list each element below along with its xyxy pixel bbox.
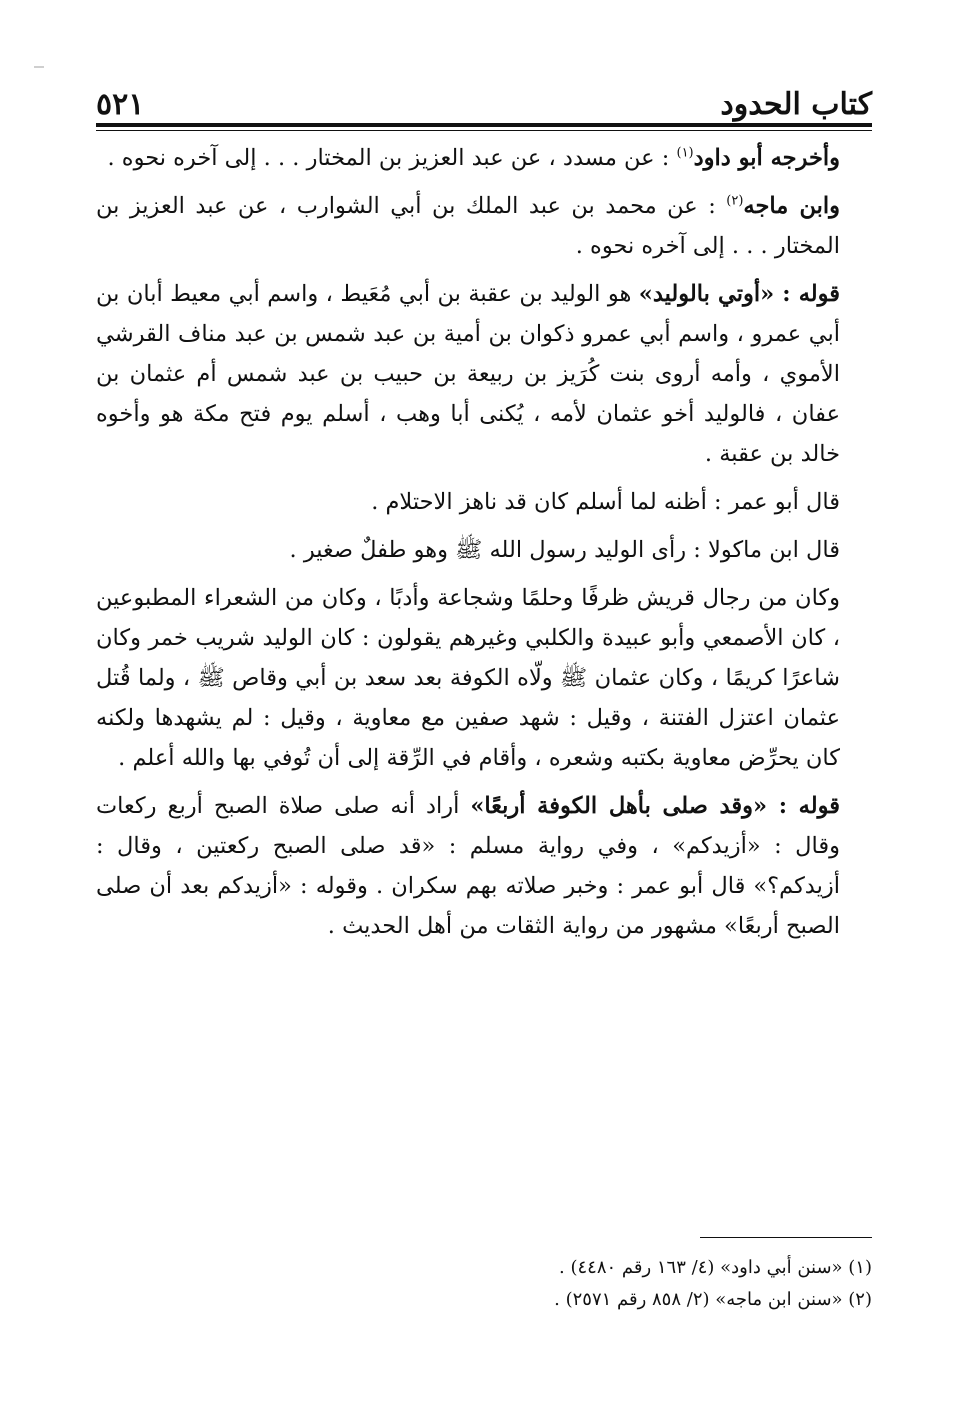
footnote-2: (٢) «سنن ابن ماجه» (٢/ ٨٥٨ رقم ٢٥٧١) . [554,1289,872,1310]
paragraph-ibn-majah [96,186,872,266]
footnote-ref: (٢) [726,193,744,209]
footnote-ref: (١) [676,145,694,161]
paragraph-text: : عن محمد بن عبد الملك بن أبي الشوارب ، عن عبد العزيز بن المختار . . . إلى آخره نحوه . [96,193,840,259]
paragraph-text: أراد أنه صلى صلاة الصبح أربع ركعات وقال : «أزيدكم» ، وفي رواية مسلم : «قد صلى الصبح ركعتين ، وقال : أزيدكم؟» قال أبو عمر : وخبر صلاته بهم سكران . وقوله : «أزيدكم بعد أن صلى الصبح أربعًا» مشهور من رواية الثقات من أهل الحديث . [96,793,840,939]
footnote-1: (١) «سنن أبي داود» (٤/ ١٦٣ رقم ٤٤٨٠) . [559,1257,872,1278]
paragraph-abu-umar: قال أبو عمر : أظنه لما أسلم كان قد ناهز الاحتلام . [371,489,840,515]
paragraph-biography: وكان من رجال قريش ظرفًا وحلمًا وشجاعة وأدبًا ، وكان من الشعراء المطبوعين ، كان الأصمعي وأبو عبيدة والكلبي وغيرهم يقولون : كان الوليد شريب خمر وكان شاعرًا كريمًا ، وكان عثمان ﷺ ولّاه الكوفة بعد سعد بن أبي وقاص ﷺ ، ولما قُتل عثمان اعتزل الفتنة ، وقيل : شهد صفين مع معاوية ، وقيل : لم يشهدها ولكنه كان يحرِّض معاوية بكتبه وشعره ، وأقام في الرِّقة إلى أن تُوفي بها والله أعلم . [96,585,840,771]
scan-mark [34,66,44,68]
book-title: كتاب الحدود [720,87,872,122]
main-text [96,138,872,954]
paragraph-lead: قوله : «وقد صلى بأهل الكوفة أربعًا» [470,793,840,819]
footnote-separator [700,1237,872,1238]
header-rule-thin [96,130,872,131]
paragraph-lead: وابن ماجه [743,193,840,219]
paragraph-lead: قوله : «أوتي بالوليد» [638,281,840,307]
paragraph-text: هو الوليد بن عقبة بن أبي مُعَيط ، واسم أبي معيط أبان بن أبي عمرو ، واسم أبي عمرو ذكوان بن أمية بن عبد شمس بن عبد مناف القرشي الأموي ، وأمه أروى بنت كُرَيز بن ربيعة بن حبيب بن عبد شمس أم عثمان بن عفان ، فالوليد أخو عثمان لأمه ، يُكنى أبا وهب ، أسلم يوم فتح مكة هو وأخوه خالد بن عقبة . [96,281,840,467]
paragraph-text: : عن مسدد ، عن عبد العزيز بن المختار . . . إلى آخره نحوه . [107,145,670,171]
paragraph-al-walid [96,274,872,474]
paragraph-abu-dawud [96,138,872,178]
footnotes [96,1252,872,1316]
header-rule-thick [96,123,872,127]
paragraph-ibn-makula: قال ابن ماكولا : رأى الوليد رسول الله ﷺ وهو طفلٌ صغير . [289,537,840,563]
page-number: ٥٢١ [96,87,145,122]
paragraph-lead: وأخرجه أبو داود [693,145,840,171]
page-header [96,62,872,120]
paragraph-kufa-prayer [96,786,872,946]
